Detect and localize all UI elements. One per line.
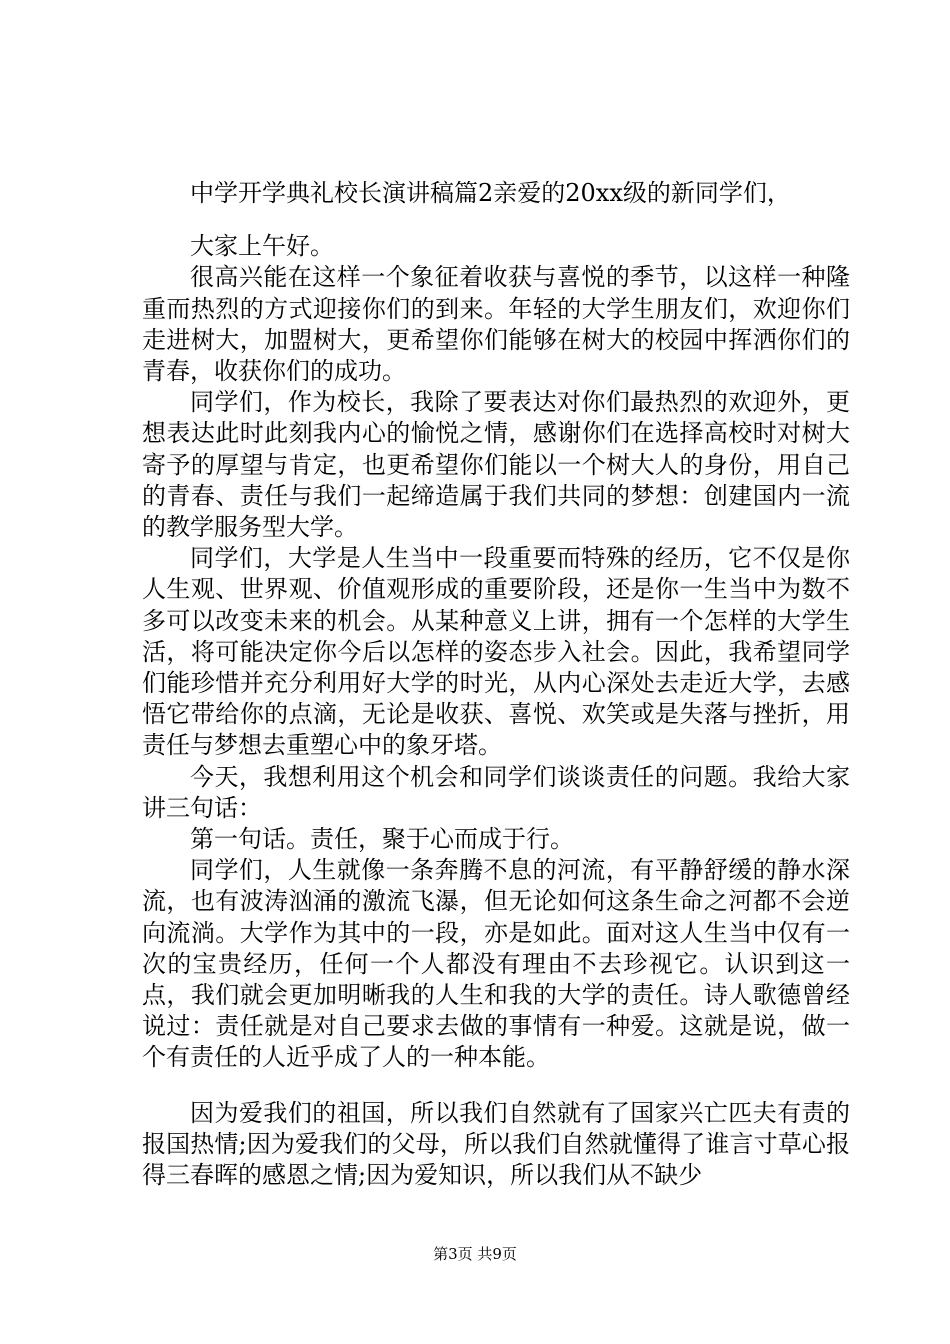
- document-body: [142, 178, 850, 1191]
- paragraph-first-point: 第一句话。责任，聚于心而成于行。: [190, 825, 574, 854]
- page-number-footer: 第3页 共9页: [433, 1245, 517, 1263]
- paragraph-river-metaphor: 同学们，人生就像一条奔腾不息的河流，有平静舒缓的静水深流，也有波涛汹涌的激流飞瀑，但无论如何这条生命之河都不会逆向流淌。大学作为其中的一段，亦是如此。面对这人生当中仅有一次的宝贵经历，任何一个人都没有理由不去珍视它。认识到这一点，我们就会更加明晰我的人生和我的大学的责任。诗人歌德曾经说过：责任就是对自己要求去做的事情有一种爱。这就是说，做一个有责任的人近乎成了人的一种本能。: [142, 856, 850, 1072]
- paragraph-topic-intro: 今天，我想利用这个机会和同学们谈谈责任的问题。我给大家讲三句话：: [142, 762, 850, 822]
- paragraph-title-line: 中学开学典礼校长演讲稿篇2亲爱的20xx级的新同学们，: [190, 179, 791, 207]
- paragraph-love-responsibility: 因为爱我们的祖国，所以我们自然就有了国家兴亡匹夫有责的报国热情;因为爱我们的父母，所以我们自然就懂得了谁言寸草心报得三春晖的感恩之情;因为爱知识，所以我们从不缺少: [142, 1098, 850, 1190]
- paragraph-welcome: 很高兴能在这样一个象征着收获与喜悦的季节，以这样一种隆重而热烈的方式迎接你们的到来。年轻的大学生朋友们，欢迎你们走进树大，加盟树大，更希望你们能够在树大的校园中挥洒你们的青春，收获你们的成功。: [142, 263, 850, 386]
- paragraph-principal-thanks: 同学们，作为校长，我除了要表达对你们最热烈的欢迎外，更想表达此时此刻我内心的愉悦之情，感谢你们在选择高校时对树大寄予的厚望与肯定，也更希望你们能以一个树大人的身份，用自己的青春、责任与我们一起缔造属于我们共同的梦想：创建国内一流的教学服务型大学。: [142, 388, 850, 542]
- paragraph-university-life: 同学们，大学是人生当中一段重要而特殊的经历，它不仅是你人生观、世界观、价值观形成的重要阶段，还是你一生当中为数不多可以改变未来的机会。从某种意义上讲，拥有一个怎样的大学生活，将可能决定你今后以怎样的姿态步入社会。因此，我希望同学们能珍惜并充分利用好大学的时光，从内心深处去走近大学，去感悟它带给你的点滴，无论是收获、喜悦、欢笑或是失落与挫折，用责任与梦想去重塑心中的象牙塔。: [142, 544, 850, 760]
- paragraph-greeting: 大家上午好。: [190, 232, 334, 261]
